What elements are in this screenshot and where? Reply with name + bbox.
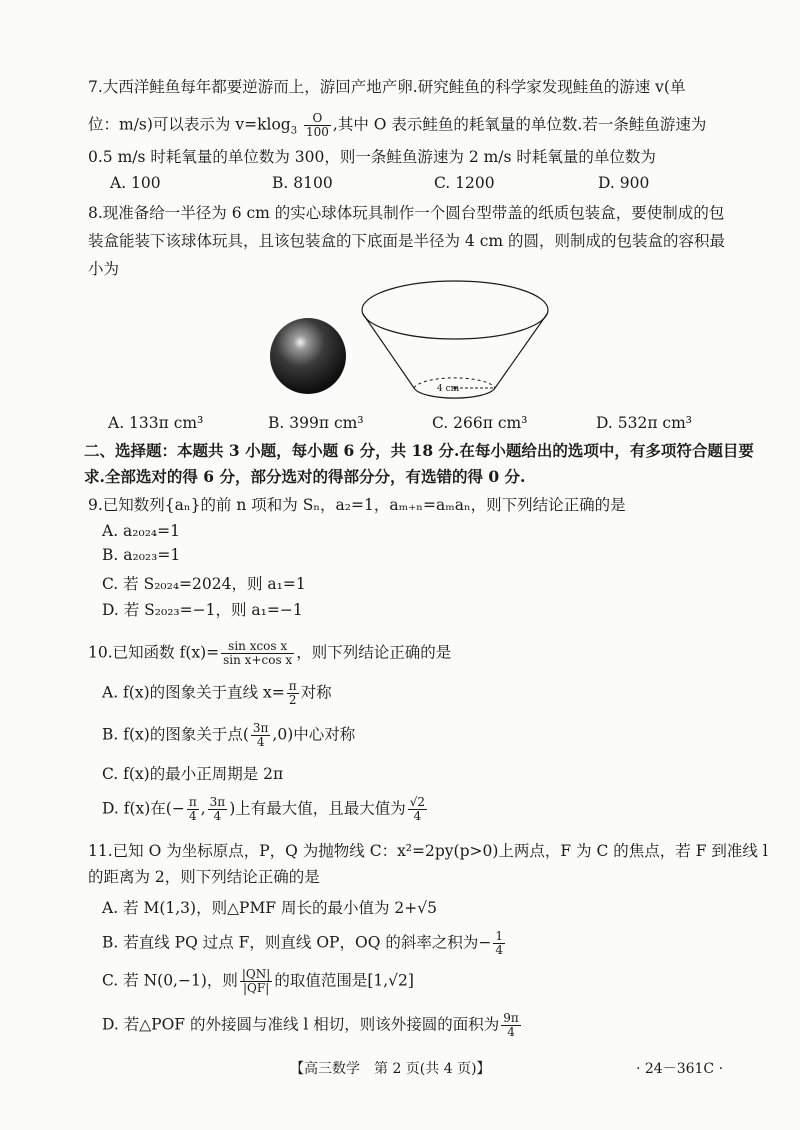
q7-line2-a: 位：m/s)可以表示为 v=klog — [88, 115, 291, 134]
q10-option-c: C. f(x)的最小正周期是 2π — [102, 765, 284, 783]
q10-optA-num: π — [288, 679, 297, 693]
q10-stem — [88, 640, 451, 667]
frustum-box-figure — [355, 276, 555, 412]
q11-optB-a: B. 若直线 PQ 过点 F，则直线 OP，OQ 的斜率之积为− — [102, 933, 492, 952]
q11-optD-a: D. 若△POF 的外接圆与准线 l 相切，则该外接圆的面积为 — [102, 1015, 500, 1034]
q11-optD-den: 4 — [507, 1025, 515, 1039]
q7-frac-den: 100 — [306, 125, 329, 139]
q10-optD-d1: 4 — [188, 809, 197, 823]
q10-optD-n2: 3π — [209, 795, 226, 809]
q10-stem-a: 10.已知函数 f(x)= — [88, 643, 220, 662]
q11-option-d — [102, 1012, 523, 1039]
q9-option-a: A. a₂₀₂₄=1 — [102, 522, 180, 540]
frustum-radius-label: 4 cm — [437, 384, 460, 394]
q10-optD-frac3 — [408, 796, 427, 823]
q10-optA-den: 2 — [288, 693, 297, 707]
q10-function-fraction — [221, 640, 294, 667]
q9-option-b: B. a₂₀₂₃=1 — [102, 546, 181, 564]
q8-option-c: C. 266π cm³ — [432, 414, 528, 432]
q8-line2: 装盒能装下该球体玩具，且该包装盒的下底面是半径为 4 cm 的圆，则制成的包装盒的容积最 — [88, 232, 726, 250]
q8-option-d: D. 532π cm³ — [596, 414, 693, 432]
q11-optC-num: |QN| — [241, 967, 271, 981]
q7-option-b: B. 8100 — [272, 174, 333, 192]
q10-stem-b: ，则下列结论正确的是 — [296, 643, 452, 662]
q7-option-c: C. 1200 — [434, 174, 495, 192]
q10-frac-den: sin x+cos x — [223, 653, 293, 667]
q10-optA-b: 对称 — [300, 683, 332, 702]
q8-option-a: A. 133π cm³ — [108, 414, 204, 432]
q11-optC-b: 的取值范围是[1,√2] — [274, 971, 414, 990]
q10-optD-d3: 4 — [413, 809, 422, 823]
q10-optB-a: B. f(x)的图象关于点( — [102, 725, 249, 744]
q11-optC-a: C. 若 N(0,−1)，则 — [102, 971, 238, 990]
q10-optD-n1: π — [188, 795, 197, 809]
q10-optD-a: D. f(x)在(− — [102, 799, 185, 818]
q11-option-b — [102, 930, 507, 957]
q11-optB-den: 4 — [495, 943, 503, 957]
q11-optB-frac — [493, 930, 505, 957]
q9-option-c: C. 若 S₂₀₂₄=2024，则 a₁=1 — [102, 575, 306, 593]
section2-line1: 二、选择题：本题共 3 小题，每小题 6 分，共 18 分.在每小题给出的选项中，有多项符合题目要 — [84, 441, 754, 460]
q7-line3: 0.5 m/s 时耗氧量的单位数为 300，则一条鲑鱼游速为 2 m/s 时耗氧量的单位数为 — [88, 148, 656, 166]
q7-option-d: D. 900 — [598, 174, 650, 192]
q10-option-a — [102, 680, 332, 707]
q10-optB-frac — [251, 722, 271, 749]
q7-log-base: 3 — [290, 125, 298, 137]
q10-optD-frac2 — [208, 796, 228, 823]
q8-line3: 小为 — [88, 260, 120, 278]
q10-optD-d2: 4 — [213, 809, 222, 823]
q10-optD-n3: √2 — [409, 795, 426, 809]
q11-option-c — [102, 968, 414, 995]
footer-code: · 24－361C · — [636, 1061, 724, 1077]
q11-option-a: A. 若 M(1,3)，则△PMF 周长的最小值为 2+√5 — [102, 899, 438, 917]
q7-line1: 7.大西洋鲑鱼每年都要逆游而上，游回产地产卵.研究鲑鱼的科学家发现鲑鱼的游速 v(单 — [88, 78, 686, 96]
q8-option-b: B. 399π cm³ — [268, 414, 364, 432]
q11-optD-frac — [501, 1012, 521, 1039]
q10-optD-b: )上有最大值，且最大值为 — [229, 799, 406, 818]
q10-optD-mid: , — [200, 799, 206, 818]
q10-option-d — [102, 796, 429, 823]
q10-optB-b: ,0)中心对称 — [272, 725, 356, 744]
q10-optB-den: 4 — [256, 735, 265, 749]
sphere-toy-image — [270, 318, 346, 394]
q11-optC-den: |QF| — [242, 981, 270, 995]
q11-optC-frac — [240, 968, 272, 995]
q7-line2-b: ,其中 O 表示鲑鱼的耗氧量的单位数.若一条鲑鱼游速为 — [332, 115, 707, 134]
q9-option-d: D. 若 S₂₀₂₃=−1，则 a₁=−1 — [102, 601, 303, 619]
section2-line2: 求.全部选对的得 6 分，部分选对的得部分分，有选错的得 0 分. — [84, 467, 526, 486]
q7-line2 — [88, 112, 706, 143]
q11-optD-num: 9π — [503, 1011, 519, 1025]
q10-optB-num: 3π — [252, 721, 269, 735]
q11-optB-num: 1 — [495, 929, 503, 943]
q10-frac-num: sin xcos x — [221, 640, 294, 654]
q11-line2: 的距离为 2，则下列结论正确的是 — [88, 868, 320, 886]
q7-option-a: A. 100 — [110, 174, 161, 192]
q10-optD-frac1 — [187, 796, 199, 823]
q7-fraction — [304, 112, 331, 139]
footer-page-info: 【高三数学 第 2 页(共 4 页)】 — [290, 1061, 491, 1077]
q8-line1: 8.现准备给一半径为 6 cm 的实心球体玩具制作一个圆台型带盖的纸质包装盒，要使制成的包 — [88, 204, 725, 222]
q10-option-b — [102, 722, 355, 749]
q11-line1: 11.已知 O 为坐标原点，P，Q 为抛物线 C：x²=2py(p>0)上两点，F 为 C 的焦点，若 F 到准线 l — [88, 842, 768, 860]
q10-optA-a: A. f(x)的图象关于直线 x= — [102, 683, 285, 702]
q10-optA-frac — [287, 680, 299, 707]
q9-stem: 9.已知数列{aₙ}的前 n 项和为 Sₙ，a₂=1，aₘ₊ₙ=aₘaₙ，则下列结论正确的是 — [88, 496, 626, 514]
q7-frac-num: O — [304, 112, 331, 126]
